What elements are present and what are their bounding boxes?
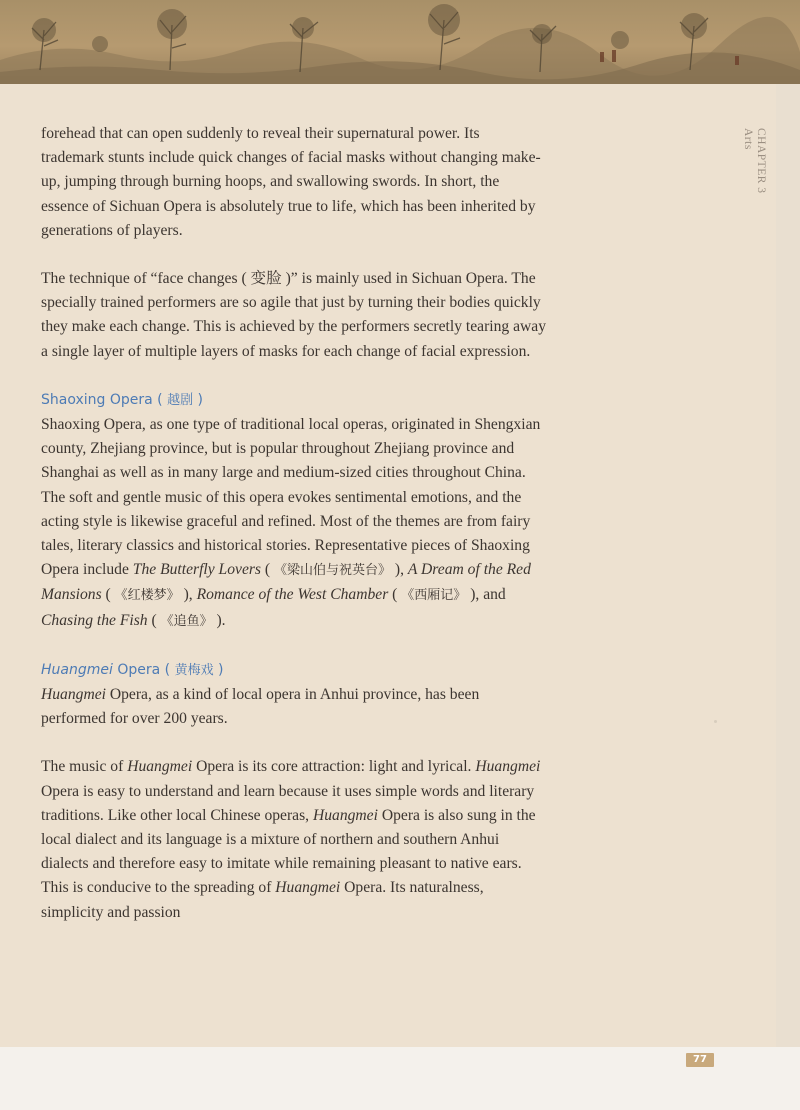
text-fragment: Opera is also sung in the local dialect and its language is a mixture of northern and southern Anhui dialects and therefore easy to imitate while remaining pleasant to native ears. This is conducive to the spreading of bbox=[41, 806, 536, 897]
chapter-label: CHAPTER 3 bbox=[755, 128, 767, 194]
page-edge-strip bbox=[776, 84, 800, 1047]
work-title: The Butterfly Lovers bbox=[132, 561, 261, 579]
paragraph-sichuan-continued: forehead that can open suddenly to reveal their supernatural power. Its trademark stunts include quick changes of facial masks without changing make-up, jumping through burning hoops, and swallowing swords. In short, the essence of Sichuan Opera is absolutely true to life, which has been inherited by generations of players. bbox=[41, 125, 541, 239]
work-title-zh: 《红楼梦》 bbox=[114, 588, 180, 604]
term-huangmei: Huangmei bbox=[275, 879, 341, 897]
heading-zh: 越剧 bbox=[167, 392, 194, 408]
heading-text: Shaoxing Opera bbox=[41, 391, 153, 408]
article-body bbox=[41, 122, 546, 949]
section-heading-shaoxing: Shaoxing Opera ( 越剧 ) bbox=[41, 391, 204, 408]
work-title: A Dream of the Red Mansions bbox=[41, 561, 531, 604]
term-huangmei: Huangmei bbox=[127, 758, 193, 776]
conjunction: and bbox=[483, 586, 506, 604]
work-title-zh: 《追鱼》 bbox=[160, 613, 213, 629]
section-heading-huangmei: Huangmei Opera ( 黄梅戏 ) bbox=[41, 661, 224, 678]
paragraph-huangmei-music bbox=[41, 755, 546, 924]
chapter-sublabel: Arts bbox=[742, 128, 754, 150]
term-huangmei: Huangmei bbox=[41, 686, 106, 704]
heading-text: Opera bbox=[117, 661, 161, 678]
shaoxing-body: Shaoxing Opera, as one type of traditional local operas, originated in Shengxian county, Zhejiang province, but is popular throughout Zhejiang province and Shanghai as well as in many large and medium-sized cities throughout China. The soft and gentle music of this opera evokes sentimental emotions, and the acting style is likewise graceful and refined. Most of the themes are from fairy tales, literary classics and historical stories. Representative pieces of Shaoxing Opera include bbox=[41, 416, 541, 579]
work-title-zh: 《西厢记》 bbox=[401, 588, 467, 604]
paragraph-shaoxing: Shaoxing Opera, as one type of traditional local operas, originated in Shengxian county, Zhejiang province, but is popular throughout Zhejiang province and Shanghai as well as in many large and medium-sized cities throughout China. The soft and gentle music of this opera evokes sentimental emotions, and the acting style is likewise graceful and refined. Most of the themes are from fairy tales, literary classics and historical stories. Representative pieces of Shaoxing Opera include The Butterfly Lovers ( 《梁山伯与祝英台》 ), A Dream of the Red Mansions ( 《红楼梦》 ), Romance of the West Chamber ( 《西厢记》 ), and Chasing the Fish ( 《追鱼》 ). bbox=[41, 416, 541, 629]
paragraph-huangmei-intro bbox=[41, 683, 546, 731]
chapter-running-head bbox=[741, 128, 767, 194]
work-title-zh: 《梁山伯与祝英台》 bbox=[274, 563, 392, 579]
work-title: Romance of the West Chamber bbox=[196, 586, 389, 604]
term-huangmei: Huangmei bbox=[475, 758, 541, 776]
heading-text-italic: Huangmei bbox=[41, 661, 113, 678]
work-title: Chasing the Fish bbox=[41, 611, 148, 629]
huangmei-intro-text: Opera, as a kind of local opera in Anhui province, has been performed for over 200 years. bbox=[41, 686, 480, 728]
text-fragment: Opera is its core attraction: light and lyrical. bbox=[196, 758, 472, 776]
landscape-painting-illustration bbox=[0, 0, 800, 84]
text-fragment: The music of bbox=[41, 758, 124, 776]
painting-banner bbox=[0, 0, 800, 84]
text-fragment: Opera. Its naturalness, simplicity and passion bbox=[41, 879, 484, 921]
text-fragment: Opera is easy to understand and learn because it uses simple words and literary traditions. Like other local Chinese operas, bbox=[41, 782, 535, 824]
page-number: 77 bbox=[686, 1053, 714, 1067]
term-huangmei: Huangmei bbox=[312, 806, 378, 824]
paragraph-face-changes: The technique of “face changes ( 变脸 )” is mainly used in Sichuan Opera. The specially trained performers are so agile that just by turning their bodies quickly they make each change. This is achieved by the performers secretly tearing away a single layer of multiple layers of masks for each change of facial expression. bbox=[41, 270, 546, 360]
heading-zh: 黄梅戏 bbox=[174, 662, 214, 678]
decorative-dot bbox=[714, 720, 717, 723]
